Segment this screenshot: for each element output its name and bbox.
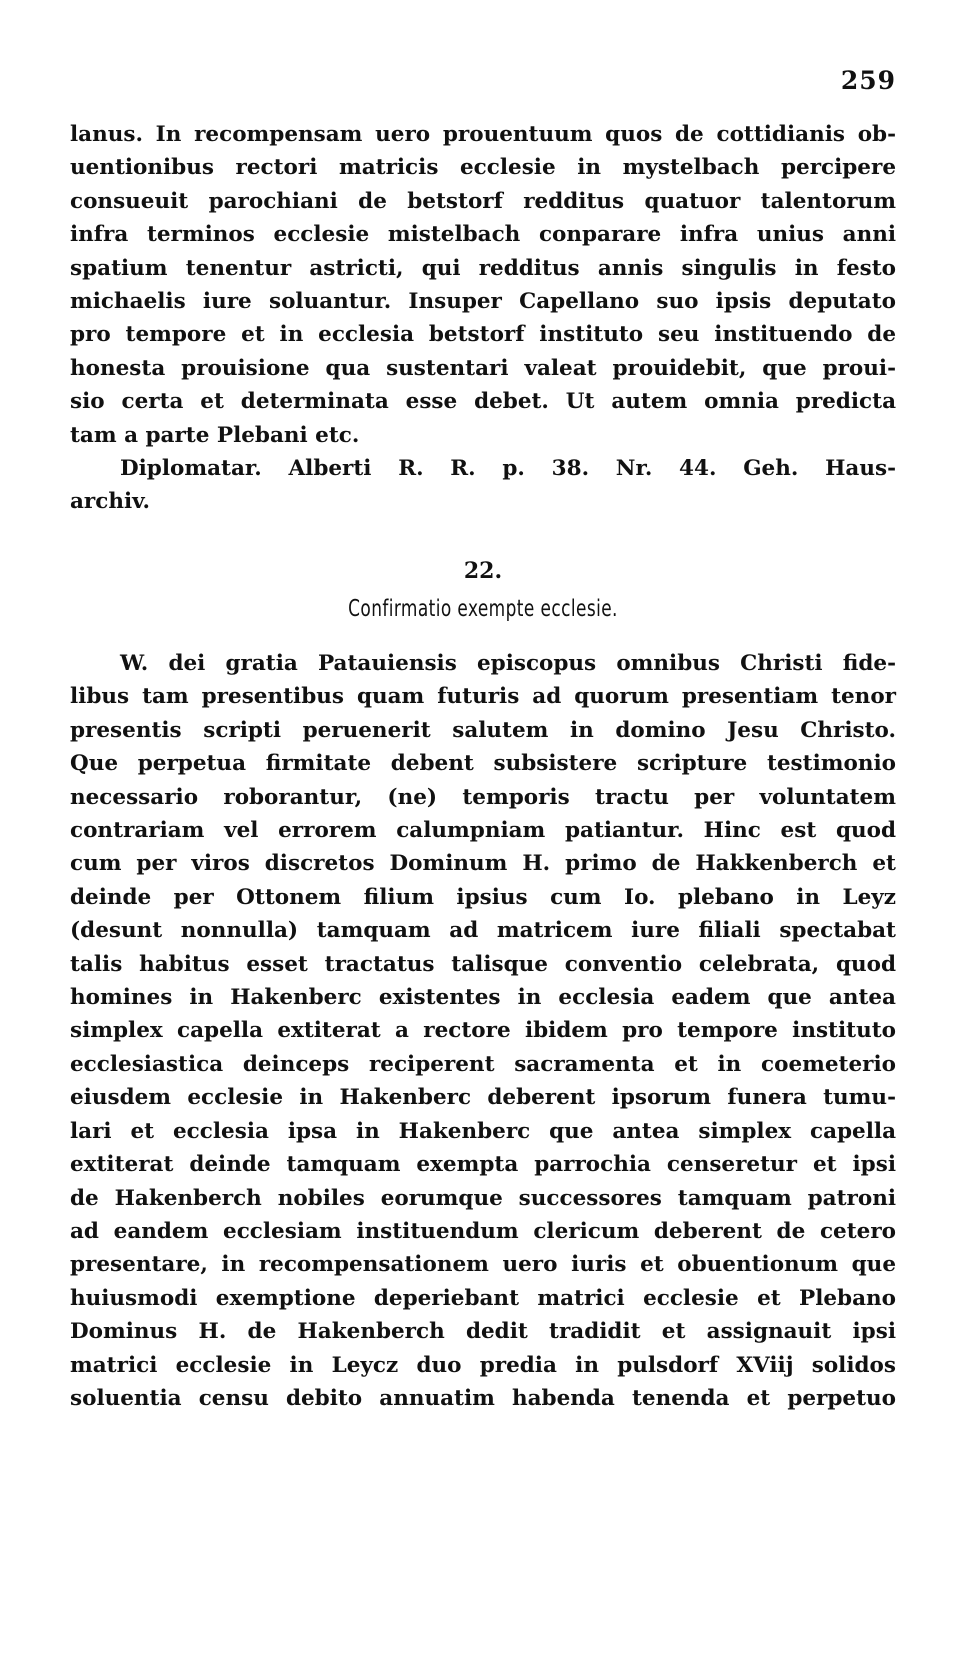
text-line: ad eandem ecclesiam instituendum clericum deberent de cetero xyxy=(70,1218,896,1244)
document-text-block xyxy=(70,647,896,1415)
text-line: matrici ecclesie in Leycz duo predia in pulsdorf XViij solidos xyxy=(70,1352,896,1378)
text-line: pro tempore et in ecclesia betstorf instituto seu instituendo de xyxy=(70,322,896,348)
text-line: spatium tenentur astricti, qui redditus annis singulis in festo xyxy=(70,255,896,281)
text-line: homines in Hakenberc existentes in ecclesia eadem que antea xyxy=(70,985,896,1011)
text-line: (desunt nonnulla) tamquam ad matricem iure filiali spectabat xyxy=(70,918,896,944)
citation-line: Diplomatar. Alberti R. R. p. 38. Nr. 44. Geh. Haus- xyxy=(120,456,896,482)
text-line: eiusdem ecclesie in Hakenberc deberent ipsorum funera tumu- xyxy=(70,1085,896,1111)
text-line: cum per viros discretos Dominum H. primo de Hakkenberch et xyxy=(70,851,896,877)
document-number: 22. xyxy=(463,558,503,584)
text-line: consueuit parochiani de betstorf redditus quatuor talentorum xyxy=(70,188,896,214)
text-line: soluentia censu debito annuatim habenda tenenda et perpetuo xyxy=(70,1385,896,1411)
text-line: honesta prouisione qua sustentari valeat prouidebit, que proui- xyxy=(70,355,896,381)
text-line: contrariam vel errorem calumpniam patiantur. Hinc est quod xyxy=(70,818,896,844)
text-line: ecclesiastica deinceps reciperent sacramenta et in coemeterio xyxy=(70,1051,896,1077)
text-line: presentare, in recompensationem uero iuris et obuentionum que xyxy=(70,1252,896,1278)
text-line: libus tam presentibus quam futuris ad quorum presentiam tenor xyxy=(70,684,896,710)
text-line: talis habitus esset tractatus talisque conventio celebrata, quod xyxy=(70,951,896,977)
text-line: extiterat deinde tamquam exempta parrochia censeretur et ipsi xyxy=(70,1152,896,1178)
text-line: infra terminos ecclesie mistelbach conparare infra unius anni xyxy=(70,222,896,248)
text-line: de Hakenberch nobiles eorumque successores tamquam patroni xyxy=(70,1185,896,1211)
text-line: lari et ecclesia ipsa in Hakenberc que antea simplex capella xyxy=(70,1118,896,1144)
text-line: Dominus H. de Hakenberch dedit tradidit et assignauit ipsi xyxy=(70,1319,896,1345)
text-line: simplex capella extiterat a rectore ibidem pro tempore instituto xyxy=(70,1018,896,1044)
document-title: Confirmatio exempte ecclesie. xyxy=(348,596,618,622)
text-line: presentis scripti peruenerit salutem in domino Jesu Christo. xyxy=(70,717,896,743)
text-line: necessario roborantur, (ne) temporis tractu per voluntatem xyxy=(70,784,896,810)
text-line: sio certa et determinata esse debet. Ut autem omnia predicta xyxy=(70,389,896,415)
text-line: W. dei gratia Patauiensis episcopus omnibus Christi fide- xyxy=(120,651,896,676)
citation-line: archiv. xyxy=(70,489,150,515)
text-line: huiusmodi exemptione deperiebant matrici ecclesie et Plebano xyxy=(70,1285,896,1311)
page-number: 259 xyxy=(840,66,896,95)
book-page xyxy=(70,0,896,1676)
text-line: Que perpetua firmitate debent subsistere scripture testimonio xyxy=(70,751,896,777)
text-line: deinde per Ottonem filium ipsius cum Io. plebano in Leyz xyxy=(70,884,896,910)
text-line: tam a parte Plebani etc. xyxy=(70,422,360,448)
continued-text-block xyxy=(70,118,896,519)
text-line: michaelis iure soluantur. Insuper Capellano suo ipsis deputato xyxy=(70,289,896,315)
text-line: lanus. In recompensam uero prouentuum quos de cottidianis ob- xyxy=(70,122,896,147)
text-line: uentionibus rectori matricis ecclesie in mystelbach percipere xyxy=(70,155,896,181)
